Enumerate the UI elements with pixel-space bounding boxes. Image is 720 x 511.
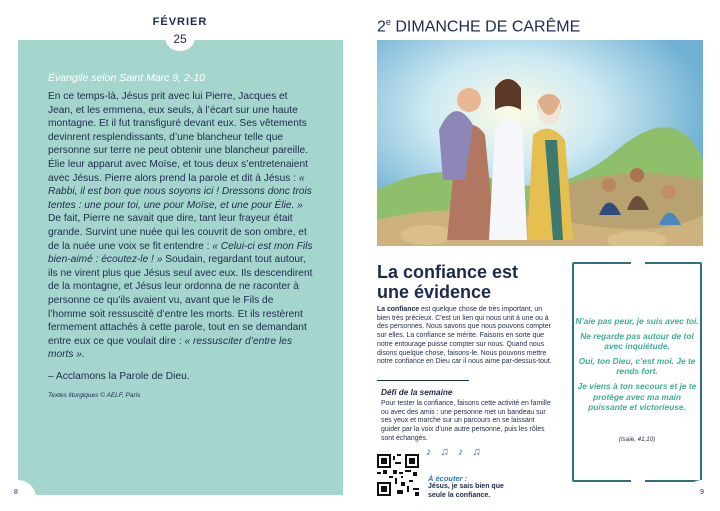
gospel-part-2: De fait, Pierre ne savait que dire, tant leur frayeur était grande. Survint une nuée qui les couvrit de son ombre, et de la nuée une voix se fit entendre : [48,213,307,252]
quote-text [574,316,700,417]
sunday-superscript: e [385,17,391,27]
divider [377,380,469,381]
gospel-panel [18,40,343,495]
sunday-label: DIMANCHE DE CARÊME [390,18,581,36]
gospel-quote-resurrection: « ressusciter d’entre les morts ». [48,335,293,361]
quote-box-notch-top [631,258,645,268]
listen-label: À écouter : [428,474,468,483]
quote-box [572,262,702,482]
quote-reference: (Isaïe, 41,10) [618,436,656,443]
quote-line-3: Oui, ton Dieu, c’est moi. Je te rends fort. [578,355,696,377]
gospel-quote-peter: « Rabbi, il est bon que nous soyons ici ! Dressons donc trois tentes : une pour toi, une pour Moïse, et une pour Élie. » [48,172,312,211]
transfiguration-illustration [377,40,703,246]
gospel-part-1: En ce temps-là, Jésus prit avec lui Pierre, Jacques et Jean, et les emmena, eux seuls, à l’écart sur une haute montagne. Et il fut transfiguré devant eux. Ses vêtements devinrent resplendissants, d’une blancheur telle que personne sur terre ne peut obtenir une blancheur pareille. Élie leur apparut avec Moïse, et tous deux s’entretenaient avec Jésus. Pierre alors prend la parole et dit à Jésus : [48,91,308,184]
challenge-text: Pour tester la confiance, faisons cette activité en famille ou avec des amis : une personne met un bandeau sur ses yeux et marche sur un parcours en se laissant guider par la voix d’une autre personne, puis les rôles sont échangés. [381,400,551,442]
acclamation: – Acclamons la Parole de Dieu. [48,370,190,382]
quote-line-1: N’aie pas peur, je suis avec toi. [575,316,699,326]
qr-code-icon[interactable] [377,454,419,496]
body-bold: La confiance [377,306,420,313]
music-notes-icon: ♪ ♫ ♪ ♫ [426,446,484,458]
gospel-quote-voice: « Celui-ci est mon Fils bien-aimé : écoutez-le ! » [48,240,313,266]
sunday-number: 2 [377,18,386,36]
qr-code-svg [377,454,419,496]
quote-box-notch-bottom [631,476,645,486]
listen-text: Jésus, je sais bien que seule la confiance. [428,483,504,499]
page-number-right: 9 [700,489,704,496]
right-page [360,0,720,511]
challenge-title: Défi de la semaine [381,388,453,397]
corner-notch [0,480,36,511]
date-month: FÉVRIER [152,16,208,28]
sunday-title [377,17,580,36]
date-tab [140,16,220,51]
gospel-reference: Évangile selon Saint Marc 9, 2-10 [48,72,206,84]
page-number-left: 8 [14,489,18,496]
gospel-text [48,90,313,362]
body-text [377,306,552,367]
date-day: 25 [165,29,195,51]
illustration-svg [377,40,703,246]
quote-line-2: Ne regarde pas autour de toi avec inquiétude. [580,330,694,352]
body-rest: est quelque chose de très important, un bien très précieux. C’est un lien qui nous unit à une ou à des personnes. Nous savons que nous pouvons compter sur elles. La confiance se mérite. Faisons en sorte que notre entourage puisse compter sur nous. Quand nous disons quelque chose, faisons-le. Nous pouvons mettre notre confiance en Dieu car il nous aime par-dessus-tout. [377,306,552,366]
gospel-part-3: Soudain, regardant tout autour, ils ne virent plus que Jésus seul avec eux. Ils descendirent de la montagne, et Jésus leur ordonna de ne raconter à personne ce qu’ils avaient vu, avant que le Fils de l’homme soit ressuscité d’entre les morts. Et ils restèrent fermement attachés à cette parole, tout en se demandant entre eux ce que voulait dire : [48,254,313,347]
quote-line-4: Je viens à ton secours et je te protège avec ma main puissante et victorieuse. [577,380,697,413]
credits: Textes liturgiques © AELF, Paris [48,391,141,399]
main-title: La confiance est une évidence [377,262,519,302]
